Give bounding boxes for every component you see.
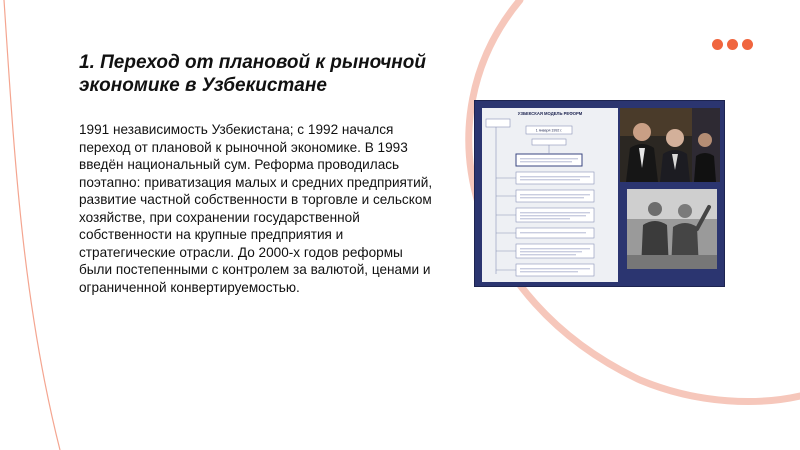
decor-dots (712, 39, 753, 50)
illustration-panel (474, 100, 725, 287)
photo-historical (627, 189, 717, 269)
slide-title: 1. Переход от плановой к рыночной экономике в Узбекистане (79, 52, 426, 96)
slide-body-text: 1991 независимость Узбекистана; с 1992 начался переход от плановой к рыночной экономике. В 1993 введён национальный сум. Реформа проводилась поэтапно: приватизация малых и средних предприятий, развитие частной собственности в торговле и сельском хозяйстве, при сохранении государственной собственности на крупные предприятия и стратегические отрасли. До 2000-х годов реформы были постепенными с контролем за валютой, ценами и ограниченной конвертируемостью. (79, 122, 433, 295)
dot-icon (727, 39, 738, 50)
reform-scheme-diagram (482, 108, 618, 282)
dot-icon (742, 39, 753, 50)
decor-arc-left (4, 0, 60, 450)
scheme-title: УЗБЕКСКАЯ МОДЕЛЬ РЕФОРМ (517, 111, 583, 116)
scheme-date: 1 января 1992 г. (535, 128, 563, 133)
photo-officials (620, 108, 720, 182)
dot-icon (712, 39, 723, 50)
